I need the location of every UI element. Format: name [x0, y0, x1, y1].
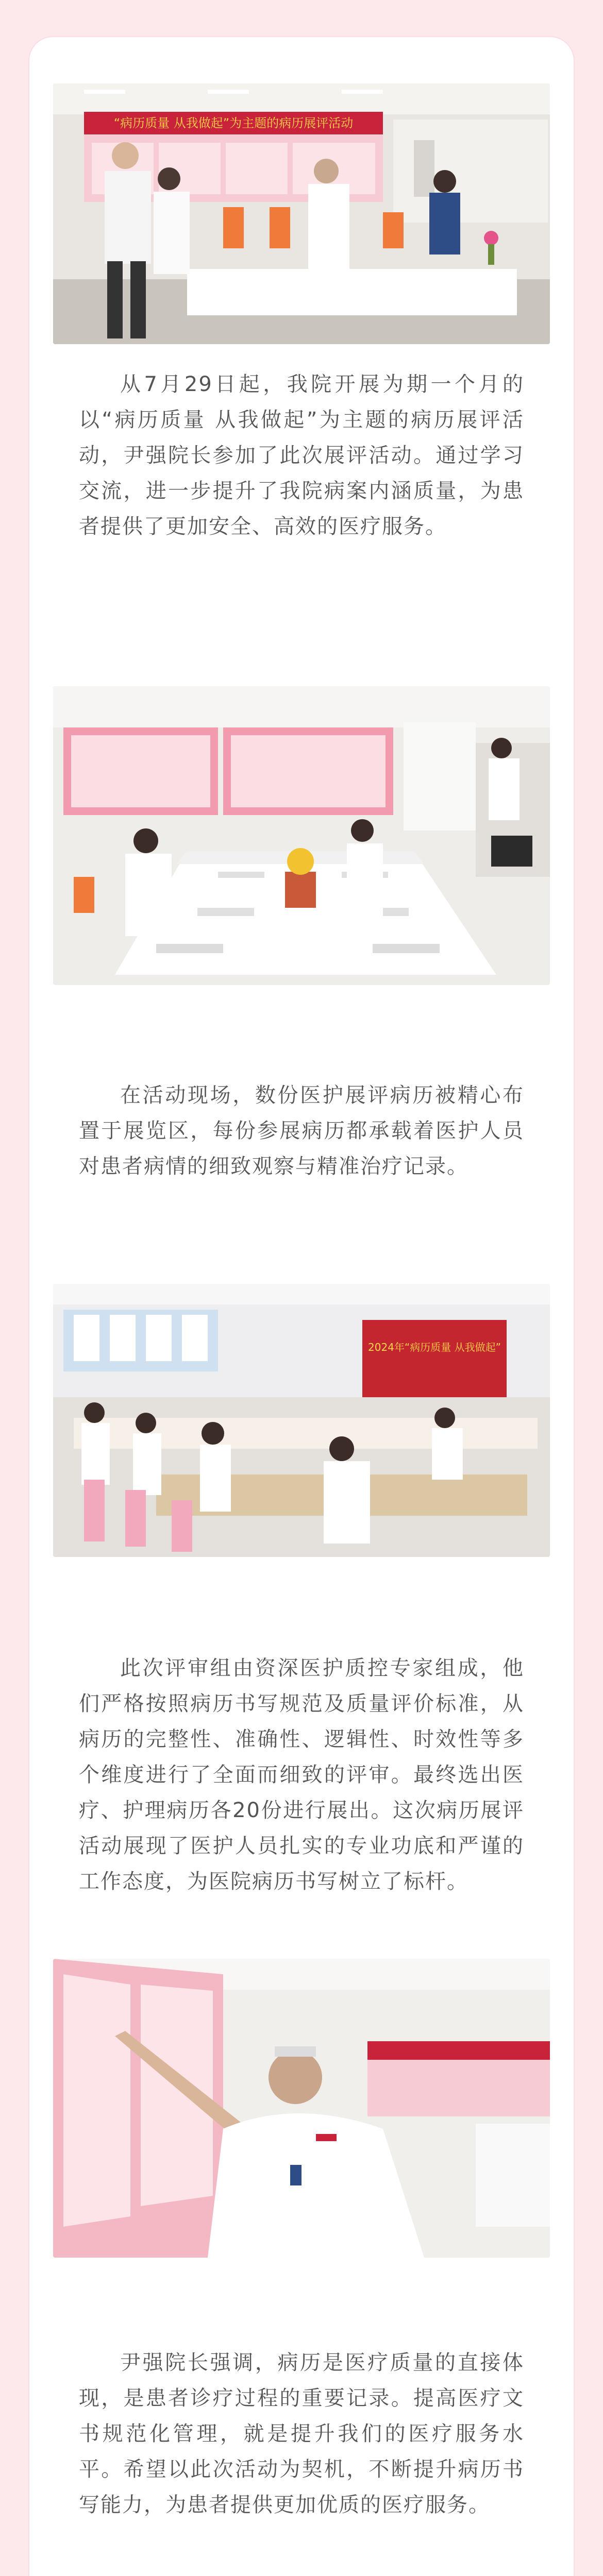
paragraph-president: 尹强院长强调，病历是医疗质量的直接体现，是患者诊疗过程的重要记录。提高医疗文书规范化管理，就是提升我们的医疗服务水平。希望以此次活动为契机，不断提升病历书写能力，为患者提供更加优质的医疗服务。 [79, 2351, 524, 2517]
article-card [29, 37, 574, 2576]
banner-text: “病历质量 从我做起”为主题的病历展评活动 [113, 116, 354, 130]
paragraph-intro: 从7月29日起，我院开展为期一个月的以“病历质量 从我做起”为主题的病历展评活动，尹强院长参加了此次展评活动。通过学习交流，进一步提升了我院病案内涵质量，为患者提供了更加安全、高效的医疗服务。 [79, 372, 524, 538]
paragraph-exhibition: 在活动现场，数份医护展评病历被精心布置于展览区，每份参展病历都承载着医护人员对患者病情的细致观察与精准治疗记录。 [79, 1083, 524, 1178]
event-photo-review-meeting [53, 1284, 550, 1557]
event-photo-exhibition-room [53, 686, 550, 985]
event-photo-banner-visit [53, 83, 550, 344]
event-photo-president-speech [53, 1959, 550, 2258]
screen-text: 2024年“病历质量 从我做起” [368, 1341, 501, 1353]
paragraph-review: 此次评审组由资深医护质控专家组成，他们严格按照病历书写规范及质量评价标准，从病历的完整性、准确性、逻辑性、时效性等多个维度进行了全面而细致的评审。最终选出医疗、护理病历各20份进行展出。这次病历展评活动展现了医护人员扎实的专业功底和严谨的工作态度，为医院病历书写树立了标杆。 [79, 1656, 524, 1893]
